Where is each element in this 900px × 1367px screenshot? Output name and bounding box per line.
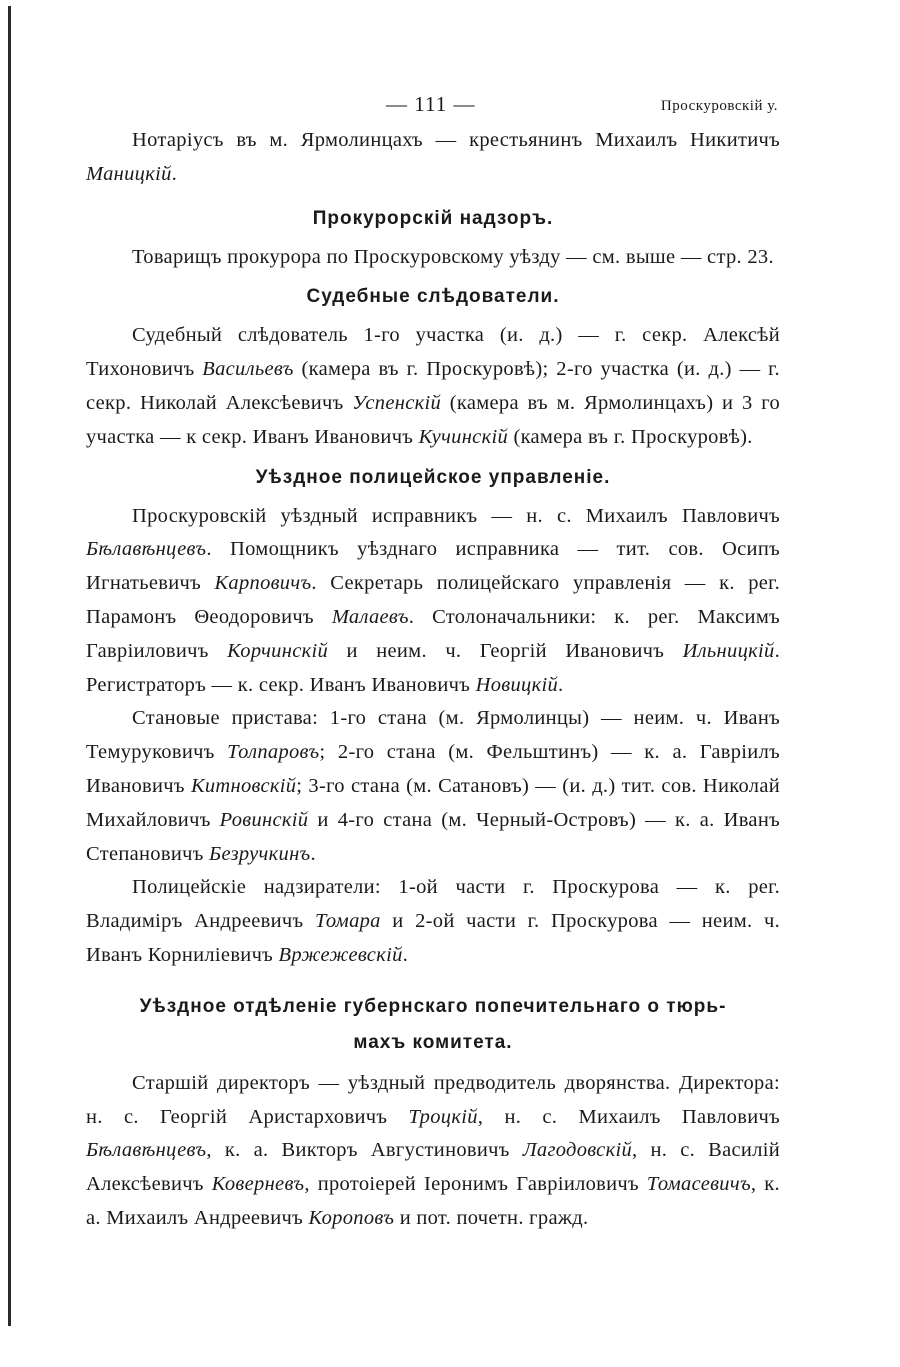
member-surname: Бѣлавѣнцевъ — [86, 1139, 207, 1162]
heading-line-2: махъ комитета. — [353, 1031, 513, 1053]
official-surname: Безручкинъ — [209, 842, 311, 865]
notary-paragraph — [86, 124, 780, 192]
police-paragraph-2 — [86, 702, 780, 871]
page-number: — 111 — — [386, 92, 476, 116]
investigators-text-1: Судебный слѣдователь 1-го участка (и. д.) — г. секр. Алексѣй Тихоновичъ — [86, 324, 780, 381]
page-binding-edge — [8, 6, 11, 1326]
official-surname: Корчинскій — [227, 639, 329, 662]
committee-text: , н. с. Василій Алексѣевичъ — [86, 1139, 780, 1196]
police-text: Полицейскіе надзиратели: 1-ой части г. Проскурова — к. рег. Владиміръ Андреевичъ — [86, 876, 780, 933]
investigators-text-4: (камера въ г. Проскуровѣ). — [508, 425, 753, 448]
police-text: . Столоначальники: к. рег. Максимъ Гавріиловичъ — [86, 605, 781, 662]
running-title: Проскуровскій у. — [660, 98, 778, 114]
official-surname: Ровинскій — [219, 808, 309, 831]
police-paragraph-1 — [86, 500, 780, 703]
official-surname: Томара — [314, 910, 381, 933]
member-surname: Короповъ — [308, 1206, 395, 1229]
official-surname: Ильницкій — [682, 639, 775, 662]
police-text: . — [310, 842, 316, 865]
investigator-surname: Кучинскій — [418, 425, 509, 448]
notary-surname: Маницкій — [86, 162, 172, 185]
police-text: . — [402, 943, 409, 966]
prosecutor-paragraph: Товарищъ прокурора по Проскуровскому уѣзду — см. выше — стр. 23. — [132, 245, 774, 268]
member-surname: Лагодовскій — [522, 1139, 633, 1162]
police-text: и 2-ой части г. Проскурова — неим. ч. Иванъ Корниліевичъ — [86, 910, 780, 966]
heading-line-1: Уѣздное отдѣленіе губернскаго попечительнаго о тюрь- — [139, 995, 727, 1017]
member-surname: Коверневъ — [211, 1173, 305, 1196]
police-text: . Помощникъ уѣзднаго исправника — тит. сов. Осипъ Игнатьевичъ — [86, 538, 780, 595]
police-text: . Секретарь полицейскаго управленія — к. рег. Парамонъ Θеодоровичъ — [86, 572, 781, 628]
official-surname: Малаевъ — [331, 605, 409, 628]
police-text: ; 2-го стана (м. Фельштинъ) — к. а. Гавріилъ Ивановичъ — [86, 741, 781, 797]
section-heading-prosecutor: Прокурорскій надзоръ. — [312, 207, 554, 229]
committee-text: Старшій директоръ — уѣздный предводитель дворянства. Директора: н. с. Георгій Аристарховичъ — [86, 1071, 780, 1128]
document-page — [86, 84, 780, 1236]
notary-text-end: . — [171, 162, 178, 185]
committee-text: и пот. почетн. гражд. — [394, 1206, 589, 1229]
official-surname: Вржежевскій — [278, 943, 403, 966]
official-surname: Толпаровъ — [227, 741, 320, 764]
official-surname: Бѣлавѣнцевъ — [86, 538, 207, 561]
notary-text: Нотаріусъ въ м. Ярмолинцахъ — крестьянинъ Михаилъ Никитичъ — [132, 129, 780, 151]
police-text: . Регистраторъ — к. секр. Иванъ Ивановичъ — [86, 639, 780, 696]
committee-text: , к. а. Михаилъ Андреевичъ — [86, 1173, 780, 1229]
police-text: ; 3-го стана (м. Сатановъ) — (и. д.) тит. сов. Николай Михайловичъ — [86, 774, 780, 831]
member-surname: Троцкій — [408, 1105, 478, 1128]
police-text: и 4-го стана (м. Черный-Островъ) — к. а. Иванъ Степановичъ — [86, 808, 781, 865]
police-paragraph-3 — [86, 871, 780, 972]
member-surname: Томасевичъ — [646, 1173, 751, 1196]
running-header — [86, 84, 780, 124]
investigators-paragraph — [86, 319, 780, 454]
investigators-text-3: (камера въ м. Ярмолинцахъ) и 3 го участка — к секр. Иванъ Ивановичъ — [86, 391, 781, 448]
section-heading-prison-committee — [86, 989, 780, 1061]
police-text: и неим. ч. Георгій Ивановичъ — [328, 639, 683, 662]
official-surname: Китновскій — [190, 774, 297, 797]
police-text: . — [558, 673, 564, 696]
committee-text: , к. а. Викторъ Августиновичъ — [206, 1139, 523, 1162]
prison-committee-paragraph — [86, 1067, 780, 1236]
committee-text: , протоіерей Іеронимъ Гавріиловичъ — [304, 1173, 647, 1196]
police-text: Становые пристава: 1-го стана (м. Ярмолинцы) — неим. ч. Иванъ Темуруковичъ — [86, 707, 780, 764]
investigator-surname: Васильевъ — [202, 358, 294, 381]
section-heading-police: Уѣздное полицейское управленіе. — [255, 466, 611, 488]
investigator-surname: Успенскій — [352, 391, 442, 414]
investigators-text-2: (камера въ г. Проскуровѣ); 2-го участка (и. д.) — г. секр. Николай Алексѣевичъ — [86, 358, 780, 414]
committee-text: , н. с. Михаилъ Павловичъ — [477, 1105, 780, 1128]
section-heading-investigators: Судебные слѣдователи. — [306, 286, 560, 308]
official-surname: Карповичъ — [214, 572, 312, 595]
official-surname: Новицкій — [475, 673, 559, 696]
police-text: Проскуровскій уѣздный исправникъ — н. с. Михаилъ Павловичъ — [132, 504, 780, 527]
